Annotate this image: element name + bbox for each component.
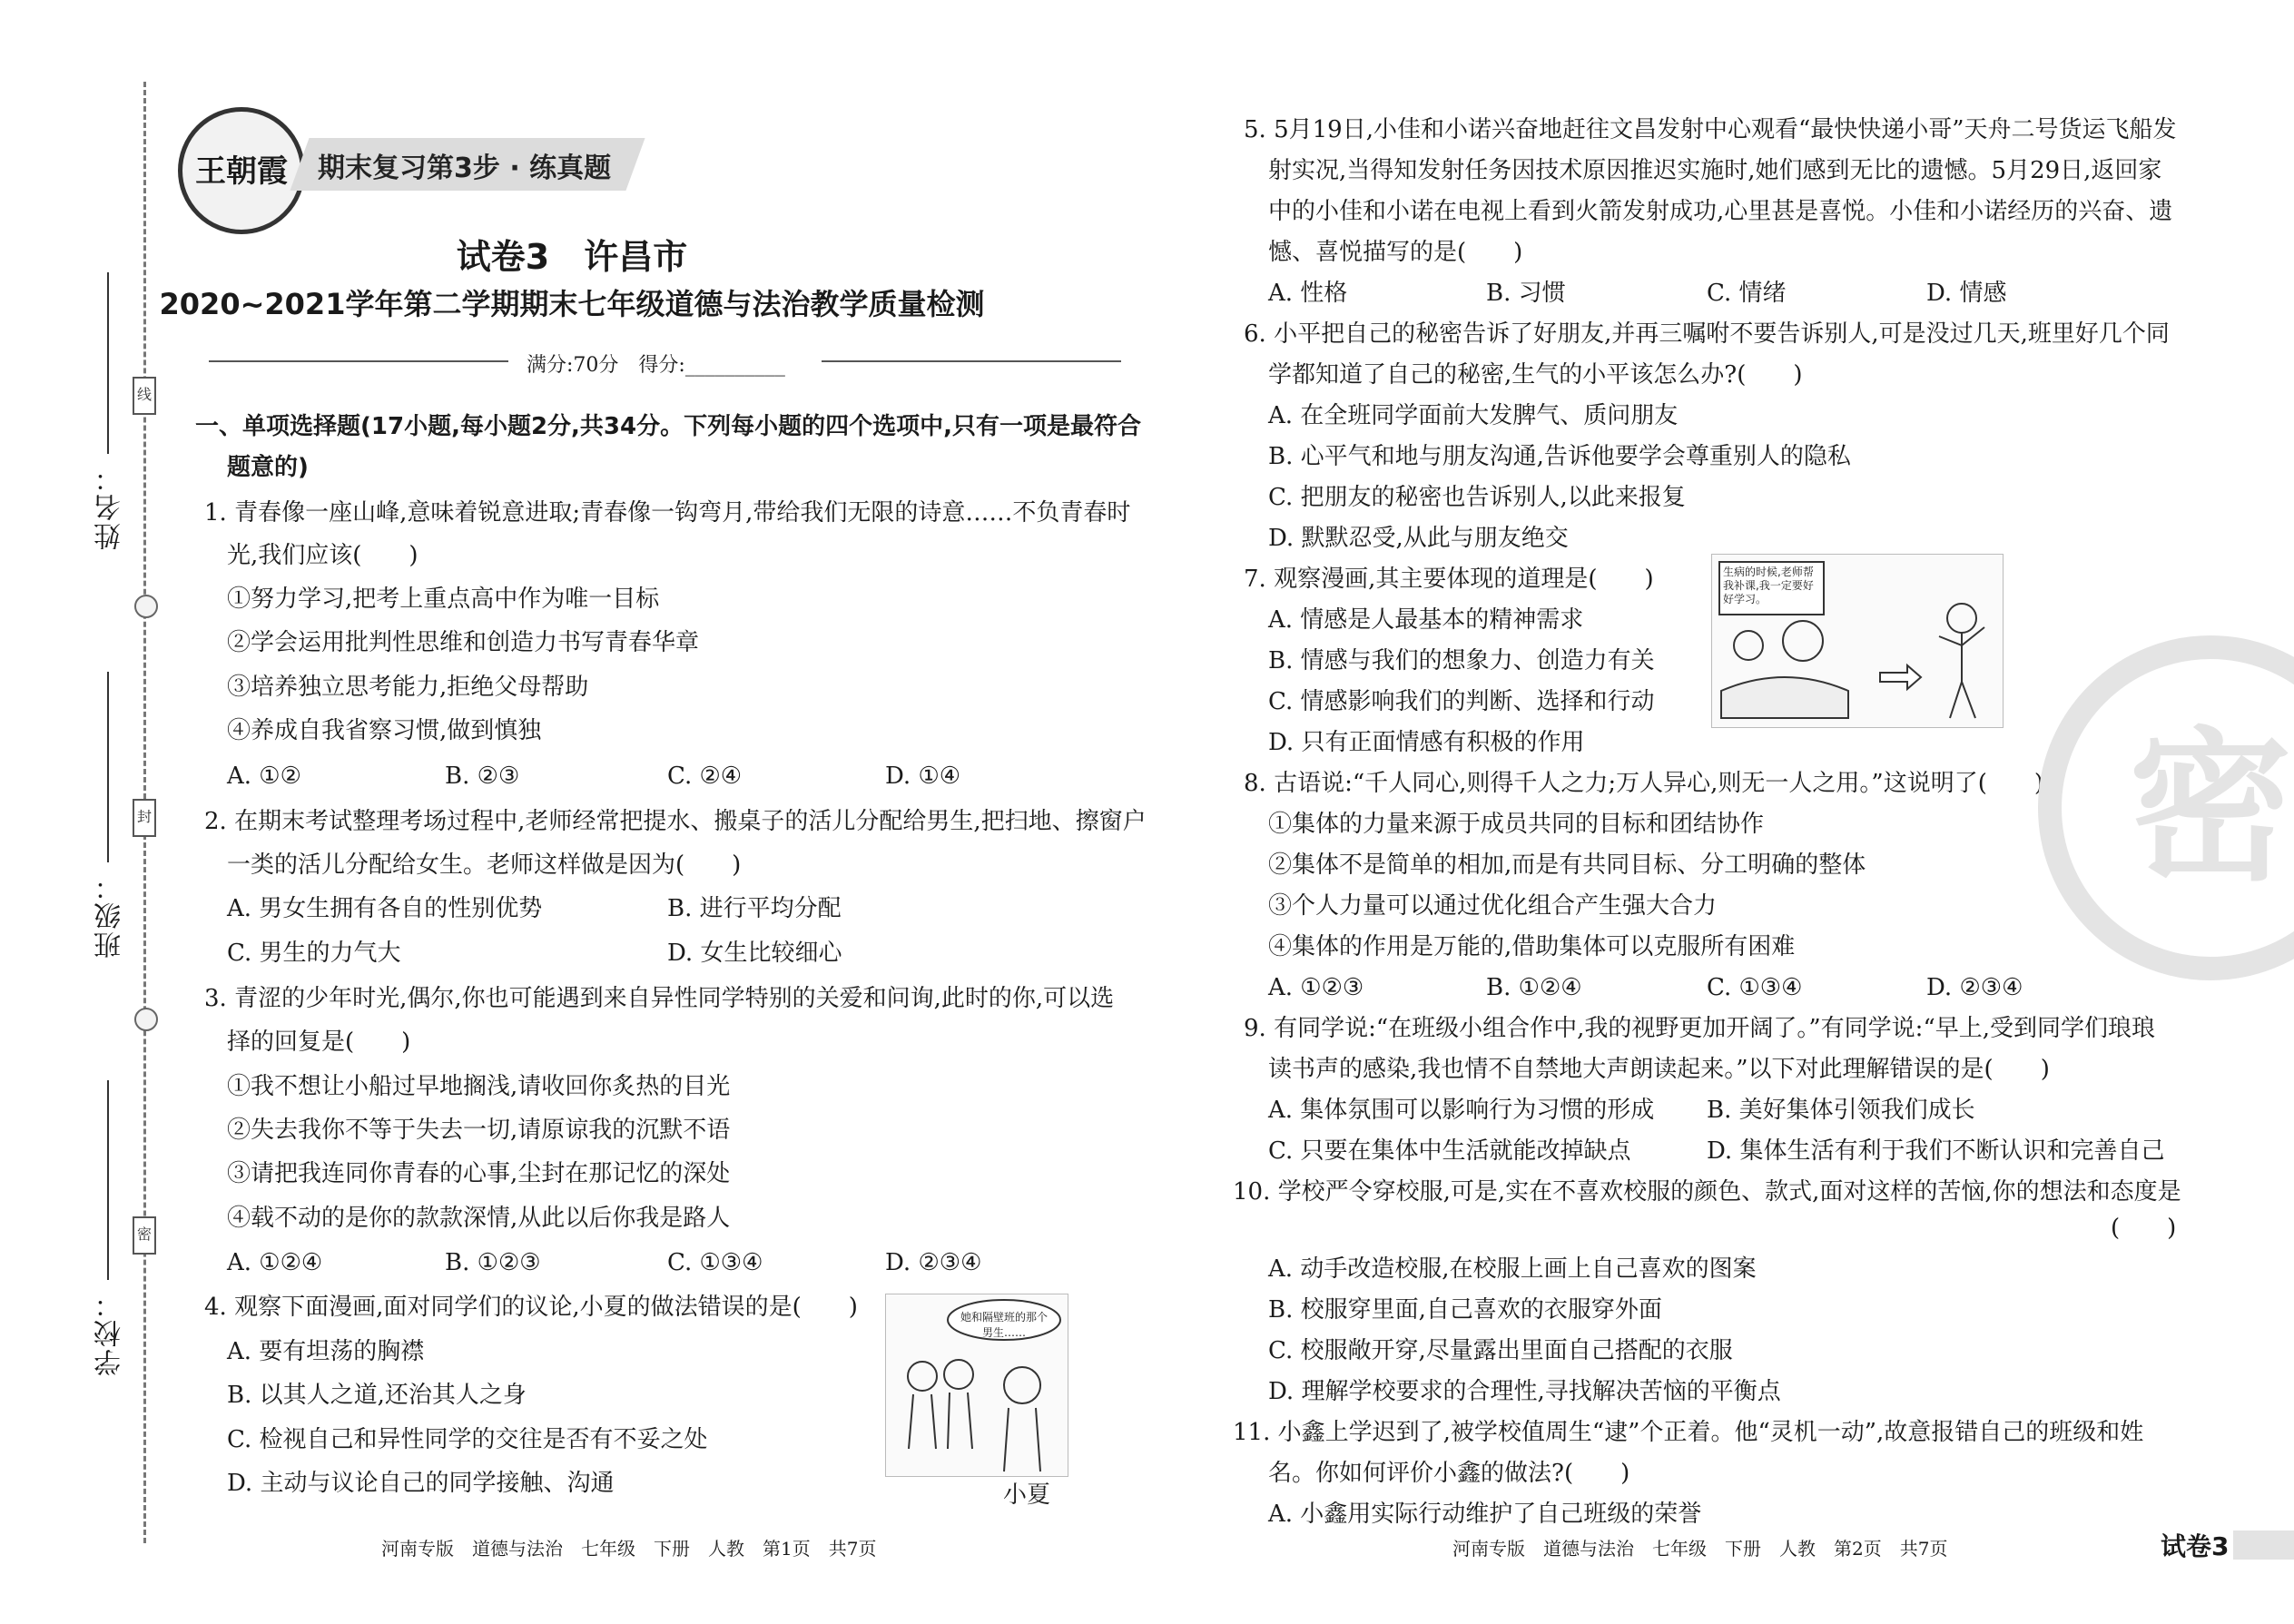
text-line: D. 集体生活有利于我们不断认识和完善自己 (1707, 1137, 2165, 1165)
seal-char-seal: 封 (133, 799, 156, 837)
text-line: ④集体的作用是万能的,借助集体可以克服所有困难 (1268, 933, 1796, 960)
text-line: 5. 5月19日,小佳和小诺兴奋地赶往文昌发射中心观看“最快快递小哥”天舟二号货运飞船发 (1244, 116, 2177, 143)
text-line: B. ①②④ (1486, 974, 1582, 1001)
text-line: 择的回复是( ) (227, 1029, 411, 1056)
text-line: 7. 观察漫画,其主要体现的道理是( ) (1244, 566, 1654, 593)
text-line: C. 情感影响我们的判断、选择和行动 (1268, 688, 1655, 715)
text-line: 中的小佳和小诺在电视上看到火箭发射成功,心里甚是喜悦。小佳和小诺经历的兴奋、遗 (1268, 198, 2173, 225)
text-line: ②集体不是简单的相加,而是有共同目标、分工明确的整体 (1268, 851, 1866, 879)
text-line: C. 只要在集体中生活就能改掉缺点 (1268, 1137, 1631, 1165)
text-line: ③请把我连同你青春的心事,尘封在那记忆的深处 (227, 1160, 731, 1187)
paper-subtitle: 2020~2021学年第二学期期末七年级道德与法治教学质量检测 (159, 287, 985, 321)
text-line: A. 集体氛围可以影响行为习惯的形成 (1268, 1097, 1655, 1124)
text-line: C. 检视自己和异性同学的交往是否有不妥之处 (227, 1426, 708, 1453)
text-line: 3. 青涩的少年时光,偶尔,你也可能遇到来自异性同学特别的关爱和问询,此时的你,可以选 (204, 985, 1115, 1012)
text-line: 名。你如何评价小鑫的做法?( ) (1268, 1460, 1630, 1487)
text-line: 一类的活儿分配给女生。老师这样做是因为( ) (227, 851, 742, 879)
cartoon-q4 (885, 1294, 1068, 1477)
divider-right (822, 360, 1121, 362)
text-line: A. 性格 (1268, 280, 1348, 307)
text-line: C. ①③④ (1707, 974, 1803, 1001)
text-line: D. 女生比较细心 (667, 940, 842, 967)
text-line: D. 理解学校要求的合理性,寻找解决苦恼的平衡点 (1268, 1378, 1781, 1405)
text-line: ①我不想让小船过早地搁浅,请收回你炙热的目光 (227, 1073, 731, 1100)
text-line: ④养成自我省察习惯,做到慎独 (227, 717, 542, 744)
text-line: B. 心平气和地与朋友沟通,告诉他要学会尊重别人的隐私 (1268, 443, 1851, 470)
text-line: 读书声的感染,我也情不自禁地大声朗读起来。”以下对此理解错误的是( ) (1268, 1056, 2050, 1083)
text-line: D. 情感 (1926, 280, 2007, 307)
class-label: 班级： (94, 871, 126, 959)
name-label: 姓名： (94, 463, 126, 550)
seal-char-secret: 密 (133, 1216, 156, 1255)
cartoon-q7-bubble: 生病的时候,老师帮我补课,我一定要好好学习。 (1723, 566, 1814, 605)
school-write-line (107, 1080, 109, 1280)
text-line: A. 男女生拥有各自的性别优势 (227, 895, 543, 922)
text-line: D. 只有正面情感有积极的作用 (1268, 729, 1585, 756)
text-line: 一、单项选择题(17小题,每小题2分,共34分。下列每小题的四个选项中,只有一项是最符合 (195, 413, 1141, 440)
text-line: 憾、喜悦描写的是( ) (1268, 239, 1523, 266)
text-line: ( ) (2111, 1215, 2177, 1242)
footer-right: 河南专版 道德与法治 七年级 下册 人教 第2页 共7页 (1452, 1538, 1948, 1560)
footer-left: 河南专版 道德与法治 七年级 下册 人教 第1页 共7页 (381, 1538, 877, 1560)
text-line: 学都知道了自己的秘密,生气的小平该怎么办?( ) (1268, 361, 1803, 389)
divider-left (209, 360, 508, 362)
text-line: 8. 古语说:“千人同心,则得千人之力;万人异心,则无一人之用。”这说明了( ) (1244, 770, 2043, 797)
text-line: A. 小鑫用实际行动维护了自己班级的荣誉 (1268, 1501, 1702, 1528)
text-line: D. ①④ (885, 763, 961, 790)
text-line: C. 把朋友的秘密也告诉别人,以此来报复 (1268, 484, 1686, 511)
text-line: A. 要有坦荡的胸襟 (227, 1338, 425, 1365)
step-label: 期末复习第3步 · 练真题 (318, 153, 612, 184)
text-line: D. ②③④ (885, 1249, 982, 1276)
text-line: B. ①②③ (445, 1249, 541, 1276)
brand-logo: 王朝霞 (178, 107, 305, 234)
text-line: ③培养独立思考能力,拒绝父母帮助 (227, 674, 589, 701)
cartoon-q7 (1711, 554, 2004, 728)
seal-char-line: 线 (133, 377, 156, 415)
text-line: 9. 有同学说:“在班级小组合作中,我的视野更加开阔了。”有同学说:“早上,受到同学们琅琅 (1244, 1015, 2155, 1042)
text-line: B. 校服穿里面,自己喜欢的衣服穿外面 (1268, 1296, 1662, 1324)
text-line: ①努力学习,把考上重点高中作为唯一目标 (227, 586, 660, 613)
text-line: A. ①② (227, 763, 301, 790)
text-line: ①集体的力量来源于成员共同的目标和团结协作 (1268, 811, 1765, 838)
text-line: A. 情感是人最基本的精神需求 (1268, 606, 1584, 634)
text-line: D. ②③④ (1926, 974, 2023, 1001)
binding-hole (134, 1008, 158, 1031)
text-line: C. 情绪 (1707, 280, 1787, 307)
text-line: A. ①②③ (1268, 974, 1364, 1001)
school-label: 学校： (94, 1289, 126, 1376)
text-line: 6. 小平把自己的秘密告诉了好朋友,并再三嘱咐不要告诉别人,可是没过几天,班里好几个同 (1244, 320, 2170, 348)
secret-stamp-watermark: 密 (2038, 635, 2294, 980)
text-line: 2. 在期末考试整理考场过程中,老师经常把提水、搬桌子的活儿分配给男生,把扫地、擦窗户 (204, 808, 1147, 835)
text-line: C. 校服敞开穿,尽量露出里面自己搭配的衣服 (1268, 1337, 1733, 1364)
text-line: B. 情感与我们的想象力、创造力有关 (1268, 647, 1655, 674)
text-line: D. 默默忍受,从此与朋友绝交 (1268, 525, 1569, 552)
text-line: D. 主动与议论自己的同学接触、沟通 (227, 1470, 615, 1497)
text-line: B. 习惯 (1486, 280, 1566, 307)
cartoon-q4-bubble: 她和隔壁班的那个男生…… (960, 1311, 1048, 1339)
text-line: B. 以其人之道,还治其人之身 (227, 1382, 527, 1409)
paper-title: 试卷3 许昌市 (456, 237, 688, 277)
text-line: 光,我们应该( ) (227, 542, 418, 569)
text-line: A. 动手改造校服,在校服上画上自己喜欢的图案 (1268, 1255, 1757, 1283)
score-line: 满分:70分 得分:__________ (527, 354, 785, 377)
text-line: C. ①③④ (667, 1249, 763, 1276)
text-line: C. ②④ (667, 763, 743, 790)
text-line: C. 男生的力气大 (227, 940, 401, 967)
text-line: ③个人力量可以通过优化组合产生强大合力 (1268, 892, 1718, 920)
text-line: ④载不动的是你的款款深情,从此以后你我是路人 (227, 1205, 731, 1232)
text-line: A. 在全班同学面前大发脾气、质问朋友 (1268, 402, 1679, 429)
text-line: 小夏 (1003, 1481, 1051, 1509)
text-line: 1. 青春像一座山峰,意味着锐意进取;青春像一钩弯月,带给我们无限的诗意……不负青春时 (204, 499, 1131, 527)
text-line: B. 美好集体引领我们成长 (1707, 1097, 1975, 1124)
text-line: 题意的) (227, 454, 309, 481)
text-line: A. ①②④ (227, 1249, 323, 1276)
paper-tab-bar (2233, 1530, 2294, 1560)
text-line: 4. 观察下面漫画,面对同学们的议论,小夏的做法错误的是( ) (204, 1294, 858, 1321)
text-line: B. 进行平均分配 (667, 895, 842, 922)
binding-hole (134, 595, 158, 618)
text-line: 11. 小鑫上学迟到了,被学校值周生“逮”个正着。他“灵机一动”,故意报错自己的班级和姓 (1233, 1419, 2144, 1446)
text-line: 10. 学校严令穿校服,可是,实在不喜欢校服的颜色、款式,面对这样的苦恼,你的想法和态度是 (1233, 1178, 2181, 1206)
text-line: ②学会运用批判性思维和创造力书写青春华章 (227, 629, 700, 656)
text-line: B. ②③ (445, 763, 520, 790)
text-line: ②失去我你不等于失去一切,请原谅我的沉默不语 (227, 1117, 731, 1144)
paper-tab: 试卷3 (2161, 1531, 2230, 1561)
text-line: 射实况,当得知发射任务因技术原因推迟实施时,她们感到无比的遗憾。5月29日,返回家 (1268, 157, 2162, 184)
class-write-line (107, 672, 109, 862)
